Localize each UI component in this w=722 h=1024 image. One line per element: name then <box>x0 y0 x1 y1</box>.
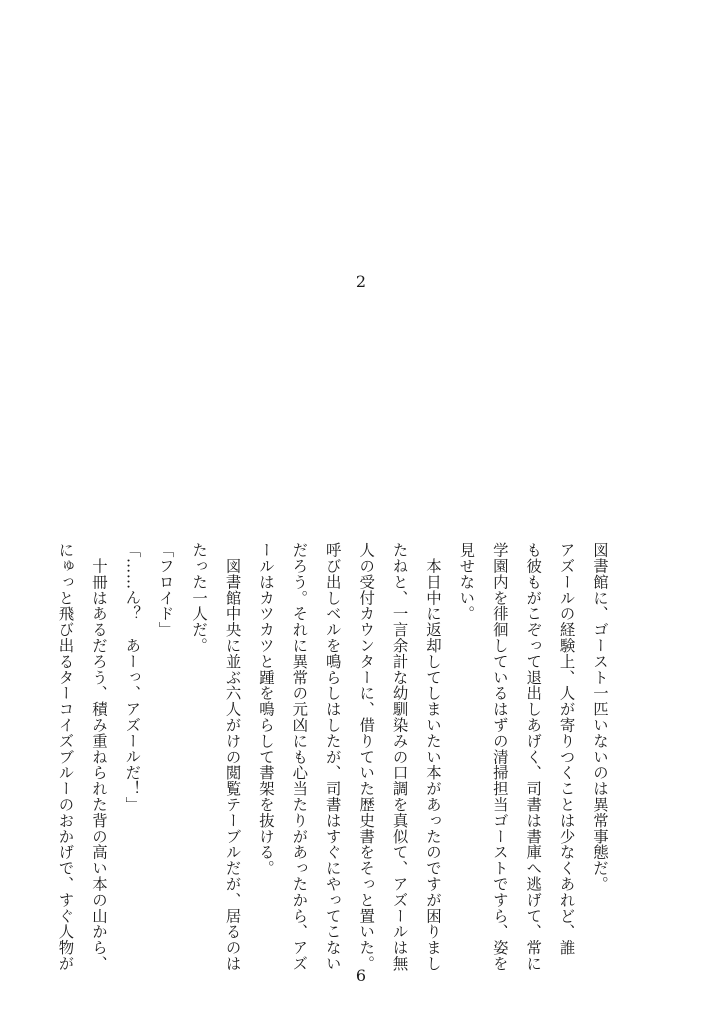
text-line: 見せない。 <box>457 542 476 622</box>
text-line: 図書館に、ゴースト一匹いないのは異常事態だ。 <box>591 542 609 892</box>
text-line: 「……ん？ あーっ、アズールだ！」 <box>123 542 142 813</box>
text-line: アズールの経験上、人が寄りつくことは少なくあれど、誰 <box>557 542 576 956</box>
body-text <box>48 542 616 972</box>
text-line: たった一人だ。 <box>190 542 209 654</box>
text-line: 学園内を徘徊しているはずの清掃担当ゴーストですら、姿を <box>490 542 509 972</box>
text-line: も彼もがこぞって退出しあげく、司書は書庫へ逃げて、常に <box>524 542 543 972</box>
text-line: 呼び出しベルを鳴らしはしたが、司書はすぐにやってこない <box>323 542 342 972</box>
text-line: ールはカツカツと踵を鳴らして書架を抜ける。 <box>256 542 275 876</box>
text-line: にゅっと飛び出るターコイズブルーのおかげで、すぐ人物が <box>56 542 75 972</box>
text-line: たねと、一言余計な幼馴染みの口調を真似て、アズールは無 <box>390 542 409 972</box>
page-number: 6 <box>355 966 367 985</box>
text-line: 本日中に返却してしまいたい本があったのですが困りまし <box>423 542 442 972</box>
text-line: だろう。それに異常の元凶にも心当たりがあったから、アズ <box>290 542 309 972</box>
chapter-number: 2 <box>355 272 367 291</box>
text-line: 「フロイド」 <box>156 542 175 638</box>
text-line: 人の受付カウンターに、借りていた歴史書をそっと置いた。 <box>357 542 376 972</box>
text-line: 図書館中央に並ぶ六人がけの閲覧テーブルだが、居るのは <box>223 542 242 972</box>
text-line: 十冊はあるだろう、積み重ねられた背の高い本の山から、 <box>89 542 108 972</box>
